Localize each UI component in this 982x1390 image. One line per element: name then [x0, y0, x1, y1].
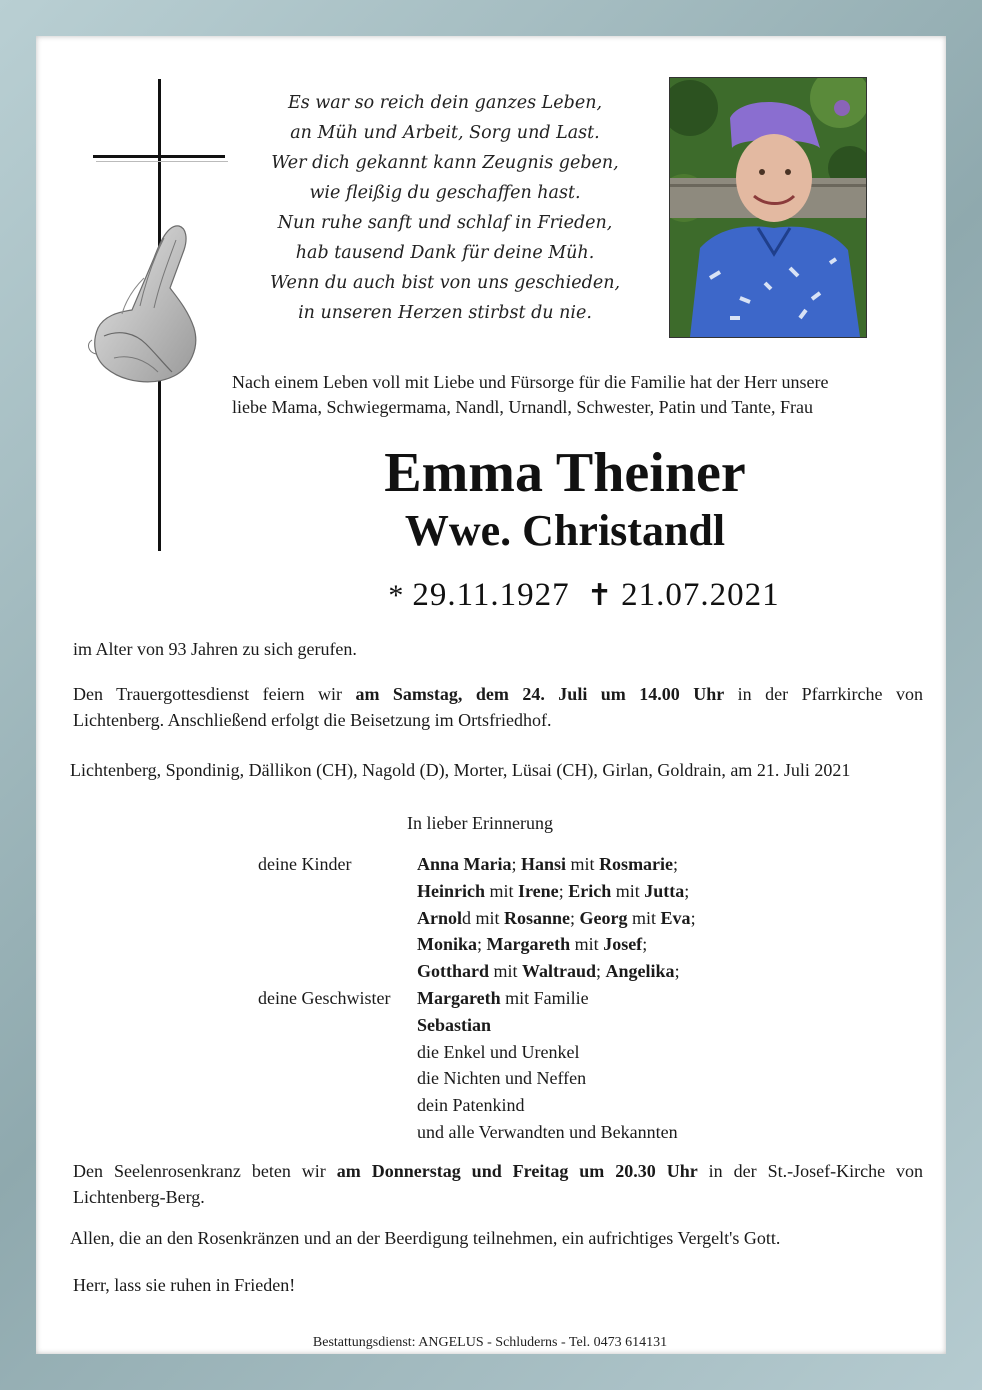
- poem: [255, 88, 635, 328]
- poem-line: Wenn du auch bist von uns geschieden,: [269, 273, 621, 293]
- child-name: Monika: [417, 934, 478, 955]
- poem-line: Nun ruhe sanft und schlaf in Frieden,: [277, 213, 613, 233]
- partner-name: Rosanne: [504, 907, 571, 928]
- separator: mit: [627, 907, 661, 928]
- rosary-post: in der St.-Josef-Kirche von: [697, 1161, 924, 1181]
- deceased-name: Emma Theiner: [384, 442, 746, 504]
- rosary-time: am Donnerstag und Freitag um 20.30 Uhr: [336, 1161, 698, 1181]
- partner-name: Josef: [603, 934, 643, 955]
- separator: ;: [674, 961, 680, 982]
- memory-heading: In lieber Erinnerung: [407, 813, 553, 833]
- family-line: [417, 931, 837, 958]
- sibling-name: Sebastian: [417, 1014, 492, 1035]
- child-name: Margareth: [486, 934, 571, 955]
- poem-line: an Müh und Arbeit, Sorg und Last.: [290, 123, 600, 143]
- family-line: und alle Verwandten und Bekannten: [417, 1121, 678, 1142]
- child-name-tail: d: [462, 907, 471, 928]
- family-line: [417, 958, 837, 985]
- separator: ;: [558, 880, 569, 901]
- funeral-service-footer: Bestattungsdienst: ANGELUS - Schluderns - Tel. 0473 614131: [312, 1335, 668, 1350]
- separator: mit: [570, 934, 604, 955]
- funeral-text: [73, 681, 923, 733]
- child-name: Erich: [568, 880, 612, 901]
- siblings-label: deine Geschwister: [258, 988, 391, 1008]
- separator: mit: [489, 961, 523, 982]
- rest-in-peace-text: Herr, lass sie ruhen in Frieden!: [73, 1275, 296, 1295]
- funeral-pre: Den Trauergottesdienst feiern wir: [73, 684, 356, 704]
- cross-horizontal-bar: [93, 155, 225, 158]
- partner-name: Rosmarie: [599, 854, 674, 874]
- rosary-line-1: [73, 1158, 923, 1184]
- sibling-extra: mit Familie: [500, 987, 589, 1008]
- child-name: Hansi: [521, 854, 567, 874]
- separator: mit: [471, 907, 505, 928]
- death-date: 21.07.2021: [621, 577, 780, 613]
- separator: ;: [511, 854, 522, 874]
- poem-line: wie fleißig du geschaffen hast.: [309, 183, 581, 203]
- separator: ;: [690, 907, 696, 928]
- child-name: Anna Maria: [417, 854, 512, 874]
- separator: mit: [485, 880, 519, 901]
- separator: mit: [566, 854, 600, 874]
- separator: ;: [477, 934, 487, 955]
- poem-line: Wer dich gekannt kann Zeugnis geben,: [271, 153, 619, 173]
- rosary-line-2: Lichtenberg-Berg.: [73, 1187, 205, 1207]
- poem-line: hab tausend Dank für deine Müh.: [295, 243, 595, 263]
- separator: ;: [570, 907, 580, 928]
- family-line: [417, 878, 837, 905]
- separator: mit: [611, 880, 645, 901]
- sibling-name: Margareth: [417, 987, 501, 1008]
- separator: ;: [596, 961, 606, 982]
- children-label: deine Kinder: [258, 854, 352, 874]
- child-name: Georg: [579, 907, 628, 928]
- child-name: Angelika: [605, 961, 675, 982]
- separator: ;: [642, 934, 648, 955]
- partner-name: Eva: [660, 907, 691, 928]
- family-line: die Nichten und Neffen: [417, 1068, 587, 1089]
- funeral-time: am Samstag, dem 24. Juli um 14.00 Uhr: [355, 684, 725, 704]
- intro-text: [232, 370, 912, 420]
- age-text: im Alter von 93 Jahren zu sich gerufen.: [73, 639, 357, 659]
- funeral-line-1: [73, 681, 923, 707]
- rosary-pre: Den Seelenrosenkranz beten wir: [73, 1161, 337, 1181]
- birth-symbol: *: [388, 579, 405, 612]
- birth-date: 29.11.1927: [412, 577, 570, 613]
- portrait-photo: [669, 77, 867, 338]
- separator: ;: [673, 854, 679, 874]
- child-name: Heinrich: [417, 880, 485, 901]
- separator: ;: [684, 880, 690, 901]
- places-line: Lichtenberg, Spondinig, Dällikon (CH), Nagold (D), Morter, Lüsai (CH), Girlan, Goldrain, am 21. Juli 2021: [70, 760, 851, 780]
- portrait-image: [670, 78, 866, 337]
- intro-line: liebe Mama, Schwiegermama, Nandl, Urnandl, Schwester, Patin und Tante, Frau: [232, 397, 814, 417]
- cross-icon: ✝: [586, 579, 614, 612]
- poem-line: Es war so reich dein ganzes Leben,: [287, 93, 603, 113]
- child-name: Arnol: [417, 907, 462, 928]
- partner-name: Waltraud: [522, 961, 597, 982]
- funeral-post: in der Pfarrkirche von: [724, 684, 923, 704]
- cross-shadow: [96, 161, 228, 162]
- family-line: [417, 851, 837, 878]
- partner-name: Jutta: [644, 880, 685, 901]
- rosary-text: [73, 1158, 923, 1210]
- intro-line: Nach einem Leben voll mit Liebe und Fürsorge für die Familie hat der Herr unsere: [232, 372, 829, 392]
- family-line: [417, 985, 837, 1012]
- family-list: [417, 851, 837, 1146]
- thanks-text: Allen, die an den Rosenkränzen und an der Beerdigung teilnehmen, ein aufrichtiges Vergelt's Gott.: [70, 1228, 781, 1248]
- funeral-line-2: Lichtenberg. Anschließend erfolgt die Beisetzung im Ortsfriedhof.: [73, 710, 552, 730]
- family-line: dein Patenkind: [417, 1095, 525, 1116]
- partner-name: Irene: [518, 880, 559, 901]
- life-dates: [300, 574, 860, 617]
- family-line: [417, 1012, 837, 1039]
- family-line: die Enkel und Urenkel: [417, 1041, 580, 1062]
- family-line: [417, 905, 837, 932]
- praying-hands-icon: [84, 218, 204, 398]
- deceased-subname: Wwe. Christandl: [404, 506, 726, 555]
- child-name: Gotthard: [417, 961, 489, 982]
- poem-line: in unseren Herzen stirbst du nie.: [298, 303, 592, 323]
